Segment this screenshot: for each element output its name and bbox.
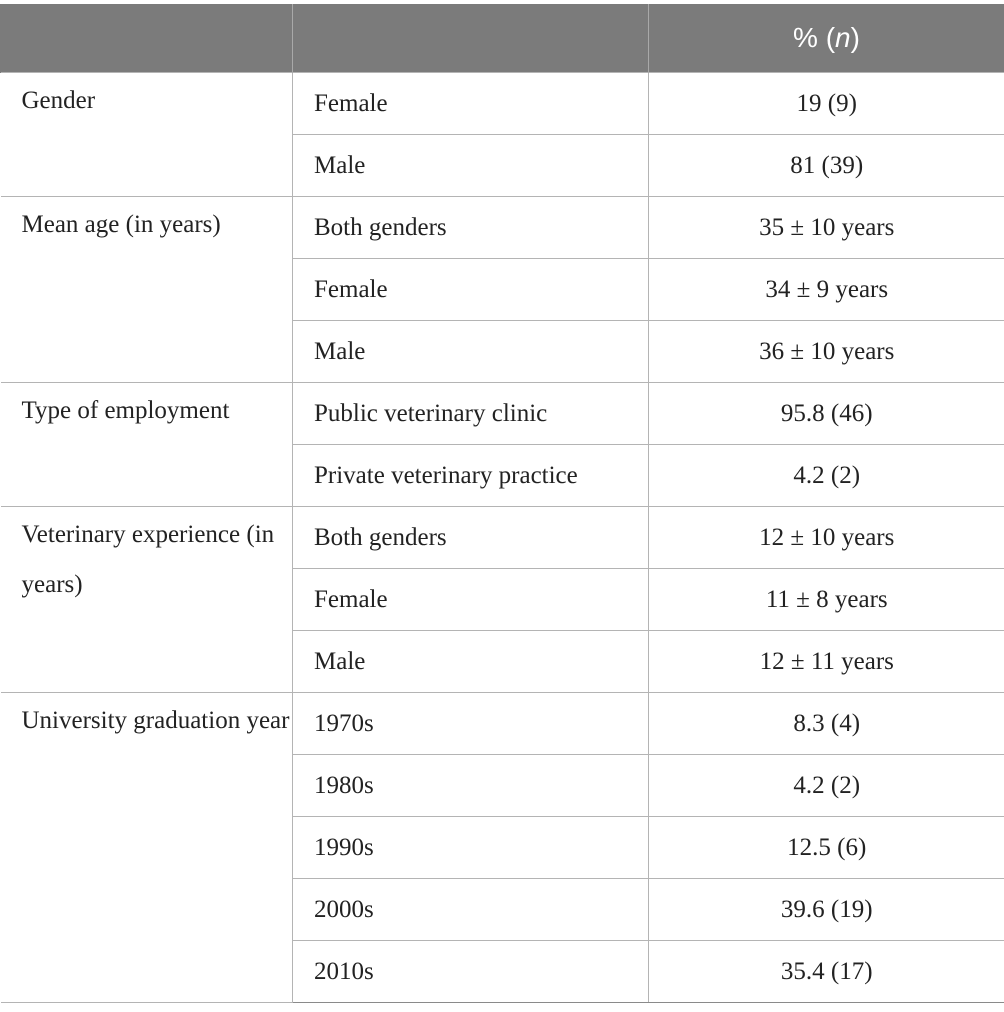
demographics-table (0, 4, 1004, 1003)
subcategory-cell: 2000s (293, 879, 649, 941)
subcategory-cell: Both genders (293, 507, 649, 569)
table-row (1, 383, 1004, 445)
category-label: University graduation year (21, 707, 290, 734)
value-cell: 12 ± 10 years (649, 507, 1004, 569)
value-cell: 35.4 (17) (649, 941, 1004, 1003)
category-cell (1, 693, 293, 1003)
value-cell: 8.3 (4) (649, 693, 1004, 755)
subcategory-cell: 1980s (293, 755, 649, 817)
table-row (1, 73, 1004, 135)
subcategory-cell: Female (293, 569, 649, 631)
subcategory-cell: 1990s (293, 817, 649, 879)
value-cell: 12 ± 11 years (649, 631, 1004, 693)
category-cell (1, 507, 293, 693)
header-n-variable: n (835, 22, 851, 53)
subcategory-cell: Male (293, 321, 649, 383)
value-cell: 95.8 (46) (649, 383, 1004, 445)
header-subcategory (293, 4, 649, 73)
value-cell: 39.6 (19) (649, 879, 1004, 941)
value-cell: 35 ± 10 years (649, 197, 1004, 259)
subcategory-cell: 1970s (293, 693, 649, 755)
value-cell: 36 ± 10 years (649, 321, 1004, 383)
value-cell: 4.2 (2) (649, 755, 1004, 817)
category-label: Veterinary experience (in years) (21, 521, 275, 598)
subcategory-cell: Private veterinary practice (293, 445, 649, 507)
subcategory-cell: Female (293, 73, 649, 135)
header-percent-prefix: % ( (793, 22, 836, 53)
category-label: Mean age (in years) (21, 211, 221, 238)
category-cell (1, 197, 293, 383)
subcategory-cell: Male (293, 631, 649, 693)
value-cell: 11 ± 8 years (649, 569, 1004, 631)
header-percent-suffix: ) (850, 22, 860, 53)
header-percent-n (649, 4, 1004, 73)
value-cell: 12.5 (6) (649, 817, 1004, 879)
category-label: Type of employment (21, 397, 230, 424)
table-body (1, 73, 1004, 1003)
table-row (1, 197, 1004, 259)
value-cell: 4.2 (2) (649, 445, 1004, 507)
value-cell: 19 (9) (649, 73, 1004, 135)
value-cell: 81 (39) (649, 135, 1004, 197)
subcategory-cell: Female (293, 259, 649, 321)
table-row (1, 507, 1004, 569)
value-cell: 34 ± 9 years (649, 259, 1004, 321)
header-category (1, 4, 293, 73)
subcategory-cell: 2010s (293, 941, 649, 1003)
demographics-table-container (0, 4, 1004, 1003)
subcategory-cell: Public veterinary clinic (293, 383, 649, 445)
category-label: Gender (21, 87, 96, 114)
category-cell (1, 383, 293, 507)
subcategory-cell: Male (293, 135, 649, 197)
category-cell (1, 73, 293, 197)
table-row (1, 693, 1004, 755)
table-header (1, 4, 1004, 73)
header-row (1, 4, 1004, 73)
subcategory-cell: Both genders (293, 197, 649, 259)
